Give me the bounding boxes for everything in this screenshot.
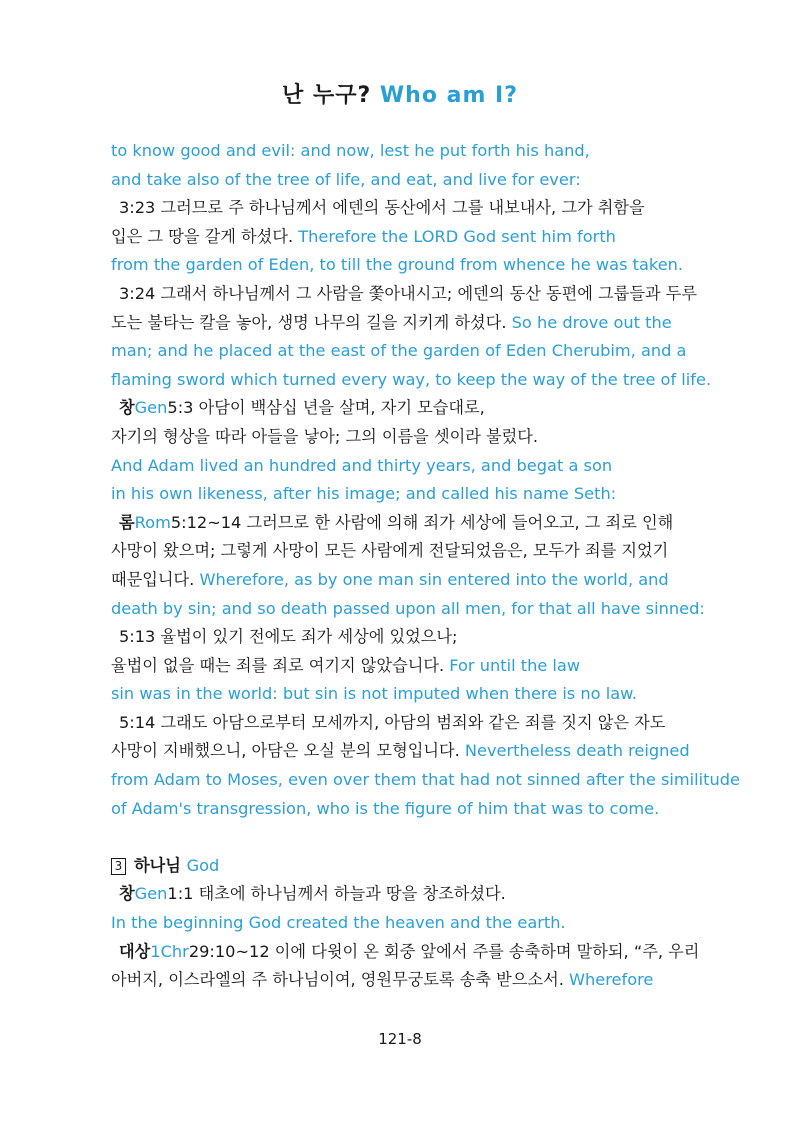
book-english: 1Chr [150, 941, 189, 961]
text-line [111, 966, 701, 995]
text-line: from Adam to Moses, even over them that had not sinned after the similitude [111, 770, 741, 790]
section-number-box: 3 [111, 858, 126, 875]
book-english: Rom [134, 512, 171, 532]
scripture-text [111, 137, 741, 995]
text-line: And Adam lived an hundred and thirty years, and begat a son [111, 455, 613, 475]
page-title-english: Who am I? [379, 83, 518, 108]
korean-text: 율법이 없을 때는 죄를 죄로 여기지 않았습니다. [111, 655, 450, 675]
text-line [111, 223, 701, 252]
english-text: Wherefore, as by one man sin entered into the world, and [199, 569, 669, 589]
section-title-english: God [186, 855, 220, 875]
book-korean: 창 [119, 398, 135, 418]
korean-text: 29:10~12 이에 다윗이 온 회중 앞에서 주를 송축하며 말하되, “주, 우리 [188, 941, 700, 961]
verse-line-5-13: 5:13 율법이 있기 전에도 죄가 세상에 있었으나; [119, 627, 458, 647]
book-korean: 롬 [119, 512, 135, 532]
page-title-korean: 난 누구? [282, 83, 372, 108]
korean-text: 1:1 태초에 하나님께서 하늘과 땅을 창조하셨다. [167, 884, 506, 904]
english-text: Therefore the LORD God sent him forth [298, 226, 616, 246]
korean-text: 도는 불타는 칼을 놓아, 생명 나무의 길을 지키게 하셨다. [111, 312, 512, 332]
text-line [111, 309, 701, 338]
text-line: 사망이 왔으며; 그렇게 사망이 모든 사람에게 전달되었음은, 모두가 죄를 지었기 [111, 541, 669, 561]
text-line: of Adam's transgression, who is the figure of him that was to come. [111, 798, 660, 818]
section-title-korean: 하나님 [134, 855, 181, 875]
english-text: Wherefore [569, 970, 654, 990]
text-line: 자기의 형상을 따라 아들을 낳아; 그의 이름을 셋이라 불렀다. [111, 426, 539, 446]
text-line: man; and he placed at the east of the garden of Eden Cherubim, and a [111, 341, 687, 361]
text-line: In the beginning God created the heaven and the earth. [111, 913, 566, 933]
korean-text: 아버지, 이스라엘의 주 하나님이여, 영원무궁토록 송축 받으소서. [111, 970, 570, 990]
text-line [111, 566, 701, 595]
verse-ref-gen-5-3 [111, 394, 701, 423]
korean-text: 5:12~14 그러므로 한 사람에 의해 죄가 세상에 들어오고, 그 죄로 인해 [170, 512, 674, 532]
verse-ref-1chr-29-10 [111, 938, 701, 967]
text-line [111, 737, 701, 766]
book-english: Gen [134, 398, 168, 418]
page-title [0, 78, 800, 109]
page-number: 121-8 [378, 1030, 422, 1048]
text-line: in his own likeness, after his image; and called his name Seth: [111, 484, 617, 504]
section-spacer [111, 823, 701, 852]
english-text: So he drove out the [511, 312, 672, 332]
text-line: to know good and evil: and now, lest he put forth his hand, [111, 141, 590, 160]
verse-line-3-23: 3:23 그러므로 주 하나님께서 에덴의 동산에서 그를 내보내사, 그가 취함을 [119, 198, 645, 218]
korean-text: 사망이 지배했으니, 아담은 오실 분의 모형입니다. [111, 741, 465, 761]
text-line: from the garden of Eden, to till the ground from whence he was taken. [111, 255, 684, 275]
text-line: sin was in the world: but sin is not imputed when there is no law. [111, 684, 638, 704]
verse-ref-gen-1-1 [111, 880, 701, 909]
verse-line-5-14: 5:14 그래도 아담으로부터 모세까지, 아담의 범죄와 같은 죄를 짓지 않은 자도 [119, 712, 666, 732]
book-english: Gen [134, 884, 168, 904]
text-line: death by sin; and so death passed upon all men, for that all have sinned: [111, 598, 705, 618]
verse-line-3-24: 3:24 그래서 하나님께서 그 사람을 쫓아내시고; 에덴의 동산 동편에 그룹들과 두루 [119, 283, 698, 303]
english-text: Nevertheless death reigned [464, 741, 690, 761]
text-line [111, 652, 701, 681]
section-heading-god [111, 852, 701, 881]
korean-text: 입은 그 땅을 갈게 하셨다. [111, 226, 299, 246]
verse-ref-rom-5-12 [111, 509, 701, 538]
book-korean: 창 [119, 884, 135, 904]
english-text: For until the law [449, 655, 581, 675]
korean-text: 때문입니다. [111, 569, 200, 589]
text-line: flaming sword which turned every way, to keep the way of the tree of life. [111, 369, 712, 389]
book-korean: 대상 [119, 941, 151, 961]
korean-text: 5:3 아담이 백삼십 년을 살며, 자기 모습대로, [167, 398, 485, 418]
text-line: and take also of the tree of life, and eat, and live for ever: [111, 169, 581, 189]
